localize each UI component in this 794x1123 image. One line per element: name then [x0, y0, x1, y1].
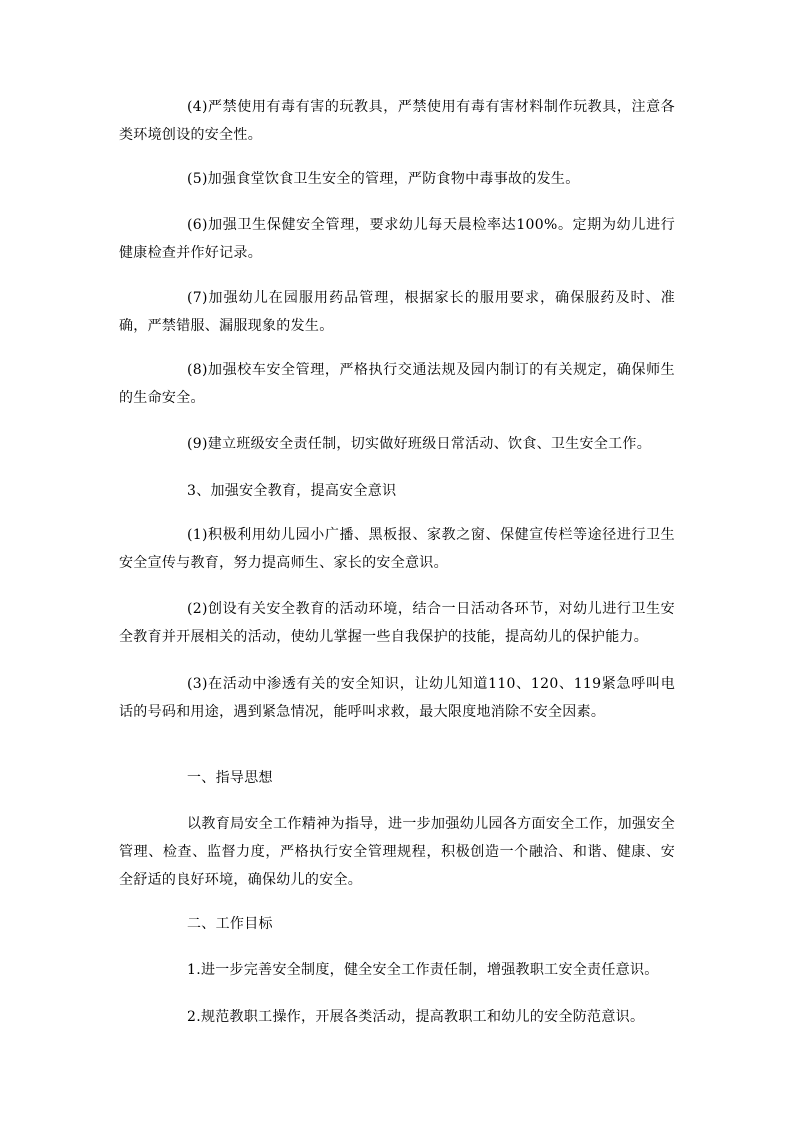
- heading-guiding-thought: 一、指导思想: [187, 770, 273, 786]
- paragraph-class-responsibility: (9)建立班级安全责任制，切实做好班级日常活动、饮食、卫生安全工作。: [187, 436, 652, 452]
- heading-work-goals: 二、工作目标: [187, 916, 273, 932]
- paragraph-activity-environment: (2)创设有关安全教育的活动环境，结合一日活动各环节，对幼儿进行卫生安全教育并开展相关的活动，使幼儿掌握一些自我保护的技能，提高幼儿的保护能力。: [119, 601, 675, 645]
- paragraph-toys-safety: (4)严禁使用有毒有害的玩教具，严禁使用有毒有害材料制作玩教具，注意各类环境创设的安全性。: [119, 99, 675, 143]
- paragraph-emergency-numbers: (3)在活动中渗透有关的安全知识，让幼儿知道110、120、119紧急呼叫电话的号码和用途，遇到紧急情况，能呼叫求救，最大限度地消除不安全因素。: [119, 676, 675, 720]
- paragraph-health-check: (6)加强卫生保健安全管理，要求幼儿每天晨检率达100%。定期为幼儿进行健康检查并作好记录。: [119, 217, 675, 261]
- paragraph-canteen-safety: (5)加强食堂饮食卫生安全的管理，严防食物中毒事故的发生。: [187, 171, 580, 187]
- paragraph-goal-2: 2.规范教职工操作，开展各类活动，提高教职工和幼儿的安全防范意识。: [187, 1009, 645, 1025]
- paragraph-publicity: (1)积极利用幼儿园小广播、黑板报、家教之窗、保健宣传栏等途径进行卫生安全宣传与教育，努力提高师生、家长的安全意识。: [119, 527, 675, 571]
- paragraph-goal-1: 1.进一步完善安全制度，健全安全工作责任制，增强教职工安全责任意识。: [187, 962, 659, 978]
- heading-safety-education: 3、加强安全教育，提高安全意识: [187, 483, 397, 499]
- paragraph-school-bus-safety: (8)加强校车安全管理，严格执行交通法规及园内制订的有关规定，确保师生的生命安全。: [119, 362, 675, 406]
- paragraph-guiding-thought: 以教育局安全工作精神为指导，进一步加强幼儿园各方面安全工作，加强安全管理、检查、监督力度，严格执行安全管理规程，积极创造一个融洽、和谐、健康、安全舒适的良好环境，确保幼儿的安全。: [119, 816, 675, 888]
- paragraph-medicine-management: (7)加强幼儿在园服用药品管理，根据家长的服用要求，确保服药及时、准确，严禁错服、漏服现象的发生。: [119, 290, 675, 334]
